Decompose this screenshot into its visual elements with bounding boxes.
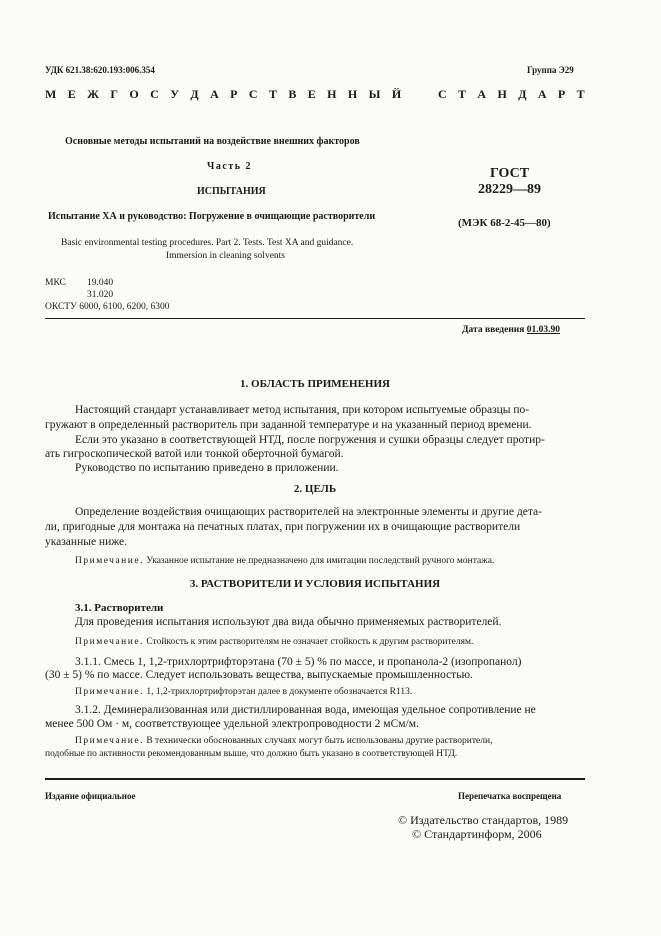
section-3-note-3-line2: подобные по активности рекомендованным выше, что должно быть указано в соответствующей НТД. — [45, 749, 458, 759]
intro-date — [462, 325, 560, 335]
banner-letter: Н — [347, 87, 358, 101]
section-2-p1-line2: ли, пригодные для монтажа на печатных платах, при погружении их в очищающие растворители — [45, 521, 521, 533]
banner-letter: Р — [557, 87, 566, 101]
section-3-note-3-line1 — [75, 735, 585, 748]
gost-number: 28229—89 — [478, 182, 541, 197]
banner-letter: Е — [307, 87, 316, 101]
section-1-p2-line2: ать гигроскопической ватой или тонкой оберточной бумагой. — [45, 448, 344, 460]
note-label: Примечание. — [75, 687, 144, 697]
intro-date-label: Дата введения — [462, 325, 525, 335]
section-3-heading: 3. РАСТВОРИТЕЛИ И УСЛОВИЯ ИСПЫТАНИЯ — [189, 578, 441, 590]
mks-code-2: 31.020 — [87, 290, 114, 300]
banner-letter: Т — [268, 87, 277, 101]
note-text: 1, 1,2-трихлортрифторэтан далее в документе обозначается R113. — [146, 687, 413, 697]
note-text: В технически обоснованных случаях могут быть использованы другие растворители, — [146, 736, 493, 746]
banner-letter: С — [437, 87, 447, 101]
udk-code: УДК 621.38:620.193:006.354 — [45, 65, 155, 75]
section-3-note-1 — [75, 636, 585, 649]
note-label: Примечание. — [75, 736, 144, 746]
banner-letter: Ж — [87, 87, 99, 101]
banner-letter: С — [150, 87, 159, 101]
iec-reference: (МЭК 68-2-45—80) — [458, 217, 551, 229]
note-text: Стойкость к этим растворителям не означает стойкость к другим растворителям. — [146, 637, 474, 647]
section-3-note-2 — [75, 686, 585, 699]
section-3-1-heading: 3.1. Растворители — [75, 602, 164, 614]
mks-label: МКС — [45, 278, 66, 288]
section-2-p1-line1: Определение воздействия очищающих растворителей на электронные элементы и другие дета- — [75, 506, 542, 518]
banner-letter: Н — [327, 87, 337, 101]
mks-code-1: 19.040 — [87, 278, 114, 288]
okstu-codes: ОКСТУ 6000, 6100, 6200, 6300 — [45, 302, 170, 312]
intro-date-value: 01.03.90 — [526, 325, 561, 335]
part-label: Часть 2 — [207, 161, 252, 172]
section-2-note — [75, 555, 585, 568]
banner-letter: А — [477, 87, 487, 101]
section-2-heading: 2. ЦЕЛЬ — [293, 483, 337, 495]
section-3-1-2-line2: менее 500 Ом · м, соответствующее удельной электропроводности 2 мСм/м. — [45, 718, 419, 730]
reprint-label: Перепечатка воспрещена — [458, 791, 562, 801]
header-divider — [45, 318, 585, 319]
banner-letter: Д — [518, 87, 527, 101]
section-3-1-p1: Для проведения испытания используют два вида обычно применяемых растворителей. — [75, 616, 502, 628]
banner-letter: Г — [110, 87, 119, 101]
copyright-1: © Издательство стандартов, 1989 — [398, 813, 569, 827]
section-1-p3: Руководство по испытанию приведено в приложении. — [75, 462, 339, 474]
banner-letter: Д — [190, 87, 199, 101]
section-1-p2-line1: Если это указано в соответствующей НТД, после погружения и сушки образцы следует протир- — [75, 434, 545, 446]
banner-letter: В — [288, 87, 297, 101]
section-3-1-1-line1: 3.1.1. Смесь 1, 1,2-трихлортрифторэтана (70 ± 5) % по массе, и пропанола-2 (изопропанол) — [75, 656, 522, 668]
section-3-1-1-line2: (30 ± 5) % по массе. Следует использовать вещества, выпускаемые промышленностью. — [45, 669, 473, 681]
standard-banner — [45, 87, 585, 102]
banner-letter: А — [210, 87, 219, 101]
copyright-2: © Стандартинформ, 2006 — [412, 827, 542, 841]
note-label: Примечание. — [75, 556, 144, 566]
section-1-p1-line2: гружают в определенный растворитель при заданной температуре и на указанный период времени. — [45, 419, 532, 431]
english-title-line2: Immersion in cleaning solvents — [166, 251, 285, 261]
banner-letter: Т — [576, 87, 585, 101]
section-1-heading: 1. ОБЛАСТЬ ПРИМЕНЕНИЯ — [240, 378, 390, 390]
note-text: Указанное испытание не предназначено для имитации последствий ручного монтажа. — [146, 556, 495, 566]
section-2-p1-line3: указанные ниже. — [45, 536, 128, 548]
gost-label: ГОСТ — [490, 166, 530, 181]
document-subtitle: Испытание ХА и руководство: Погружение в очищающие растворители — [48, 211, 376, 222]
banner-letter: М — [45, 87, 57, 101]
banner-letter: Т — [458, 87, 467, 101]
banner-letter: У — [170, 87, 180, 101]
group-code: Группа Э29 — [527, 65, 574, 75]
banner-letter: Й — [391, 87, 402, 101]
section-1-p1-line1: Настоящий стандарт устанавливает метод испытания, при котором испытуемые образцы по- — [75, 404, 530, 416]
footer-divider — [45, 778, 585, 780]
document-title: Основные методы испытаний на воздействие внешних факторов — [65, 136, 360, 147]
banner-letter: А — [537, 87, 547, 101]
section-3-1-2-line1: 3.1.2. Деминерализованная или дистиллированная вода, имеющая удельное сопротивление не — [75, 704, 536, 716]
banner-letter: О — [129, 87, 139, 101]
edition-label: Издание официальное — [45, 791, 136, 801]
banner-letter: Р — [230, 87, 238, 101]
banner-letter: Н — [497, 87, 507, 101]
tests-label: ИСПЫТАНИЯ — [197, 186, 266, 197]
banner-letter: Ы — [368, 87, 381, 101]
banner-word-gap — [413, 87, 427, 102]
banner-letter: С — [248, 87, 258, 101]
note-label: Примечание. — [75, 637, 144, 647]
banner-letter: Е — [67, 87, 76, 101]
english-title-line1: Basic environmental testing procedures. Part 2. Tests. Test XA and guidance. — [61, 238, 354, 248]
